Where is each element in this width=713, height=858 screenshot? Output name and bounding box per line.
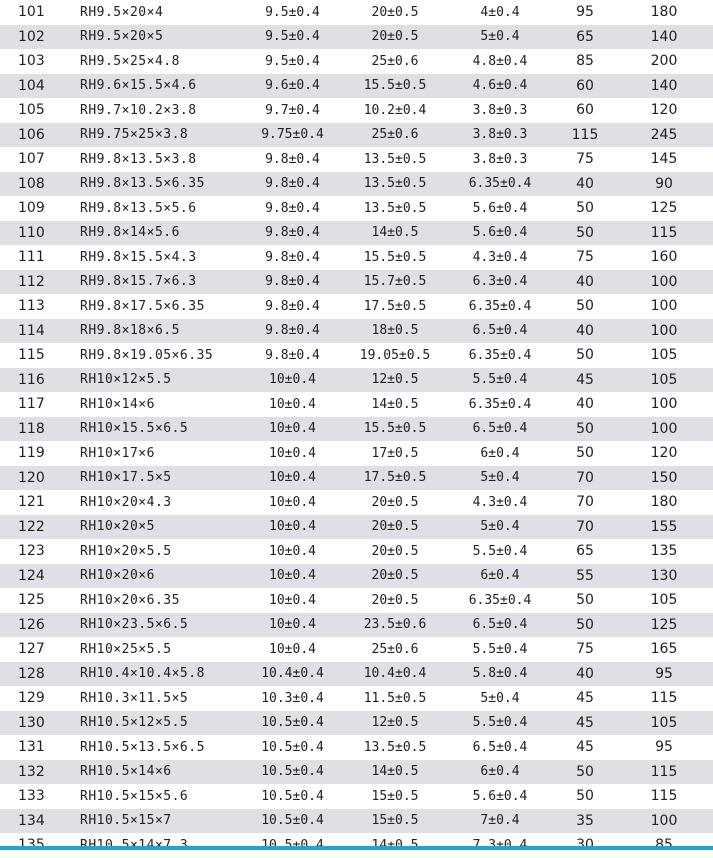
dimension-d-cell: 9.5±0.4: [265, 53, 320, 69]
model-code-cell: RH10.4×10.4×5.8: [80, 666, 205, 682]
value-2-cell: 100: [650, 812, 678, 829]
row-number-cell: 107: [18, 151, 45, 168]
row-number-cell: 126: [18, 616, 45, 633]
dimension-D-cell: 17.5±0.5: [363, 298, 427, 314]
dimension-h-cell: 6.5±0.4: [472, 421, 528, 437]
table-row: [0, 809, 713, 834]
table-row: [0, 0, 713, 25]
model-code-cell: RH9.8×17.5×6.35: [80, 298, 205, 314]
dimension-d-cell: 10±0.4: [269, 396, 316, 412]
value-1-cell: 50: [576, 298, 594, 315]
model-code-cell: RH10.5×12×5.5: [80, 715, 189, 731]
dimension-d-cell: 9.7±0.4: [265, 102, 320, 118]
model-code-cell: RH10×15.5×6.5: [80, 421, 189, 437]
table-row: [0, 760, 713, 785]
dimension-h-cell: 3.8±0.3: [472, 127, 528, 143]
value-1-cell: 70: [576, 494, 594, 511]
value-1-cell: 50: [576, 347, 594, 364]
value-2-cell: 95: [655, 665, 673, 682]
table-row: [0, 172, 713, 197]
dimension-D-cell: 15.7±0.5: [363, 274, 427, 290]
table-row: [0, 417, 713, 442]
value-1-cell: 65: [576, 28, 594, 45]
value-2-cell: 100: [650, 298, 678, 315]
model-code-cell: RH10×20×6.35: [80, 592, 180, 608]
dimension-h-cell: 3.8±0.3: [472, 151, 528, 167]
value-1-cell: 50: [576, 763, 594, 780]
value-2-cell: 100: [650, 273, 678, 290]
dimension-d-cell: 9.8±0.4: [265, 323, 320, 339]
value-1-cell: 50: [576, 592, 594, 609]
row-number-cell: 103: [18, 53, 45, 70]
value-1-cell: 50: [576, 200, 594, 217]
value-2-cell: 160: [650, 249, 678, 266]
row-number-cell: 127: [18, 641, 45, 658]
value-1-cell: 55: [576, 567, 594, 584]
value-1-cell: 60: [576, 102, 594, 119]
table-row: [0, 564, 713, 589]
dimension-d-cell: 10±0.4: [269, 421, 316, 437]
value-2-cell: 125: [650, 616, 678, 633]
value-2-cell: 165: [650, 641, 678, 658]
dimension-D-cell: 14±0.5: [371, 764, 419, 780]
row-number-cell: 133: [18, 788, 45, 805]
model-code-cell: RH9.5×20×4: [80, 4, 164, 20]
dimension-D-cell: 20±0.5: [371, 592, 419, 608]
dimension-h-cell: 5±0.4: [480, 470, 520, 486]
dimension-h-cell: 4.8±0.4: [472, 53, 528, 69]
row-number-cell: 131: [18, 739, 45, 756]
table-row: [0, 711, 713, 736]
value-2-cell: 120: [650, 445, 678, 462]
dimension-d-cell: 9.8±0.4: [265, 225, 320, 241]
value-1-cell: 75: [576, 249, 594, 266]
row-number-cell: 102: [18, 28, 45, 45]
value-2-cell: 140: [650, 28, 678, 45]
value-1-cell: 40: [576, 396, 594, 413]
table-row: [0, 539, 713, 564]
row-number-cell: 122: [18, 518, 45, 535]
table-row: [0, 784, 713, 809]
dimension-D-cell: 20±0.5: [371, 519, 419, 535]
model-code-cell: RH9.8×19.05×6.35: [80, 347, 214, 363]
value-1-cell: 70: [576, 469, 594, 486]
dimension-d-cell: 10±0.4: [269, 470, 316, 486]
row-number-cell: 117: [18, 396, 45, 413]
dimension-d-cell: 10.5±0.4: [261, 813, 324, 829]
value-1-cell: 40: [576, 175, 594, 192]
dimension-D-cell: 25±0.6: [371, 641, 419, 657]
model-code-cell: RH10×25×5.5: [80, 641, 172, 657]
dimension-h-cell: 6.3±0.4: [472, 274, 528, 290]
value-2-cell: 115: [650, 788, 678, 805]
dimension-h-cell: 6±0.4: [480, 445, 520, 461]
dimension-h-cell: 6.35±0.4: [468, 396, 532, 412]
model-code-cell: RH10.3×11.5×5: [80, 690, 189, 706]
row-number-cell: 105: [18, 102, 45, 119]
value-1-cell: 50: [576, 224, 594, 241]
row-number-cell: 112: [18, 273, 45, 290]
dimension-D-cell: 13.5±0.5: [363, 176, 427, 192]
dimension-D-cell: 20±0.5: [371, 543, 419, 559]
dimension-d-cell: 9.8±0.4: [265, 176, 320, 192]
dimension-d-cell: 10.4±0.4: [261, 666, 324, 682]
dimension-h-cell: 5.5±0.4: [472, 543, 528, 559]
row-number-cell: 128: [18, 665, 45, 682]
table-row: [0, 588, 713, 613]
row-number-cell: 124: [18, 567, 45, 584]
row-number-cell: 130: [18, 714, 45, 731]
model-code-cell: RH9.8×13.5×5.6: [80, 200, 197, 216]
row-number-cell: 109: [18, 200, 45, 217]
model-code-cell: RH10.5×13.5×6.5: [80, 739, 205, 755]
dimension-h-cell: 6.5±0.4: [472, 739, 528, 755]
value-2-cell: 105: [650, 714, 678, 731]
model-code-cell: RH9.75×25×3.8: [80, 127, 189, 143]
row-number-cell: 118: [18, 420, 45, 437]
table-row: [0, 196, 713, 221]
dimension-D-cell: 17.5±0.5: [363, 470, 427, 486]
dimension-d-cell: 9.6±0.4: [265, 78, 320, 94]
row-number-cell: 116: [18, 371, 45, 388]
row-number-cell: 120: [18, 469, 45, 486]
value-2-cell: 135: [650, 543, 678, 560]
table-row: [0, 98, 713, 123]
dimension-h-cell: 6.5±0.4: [472, 617, 528, 633]
value-2-cell: 130: [650, 567, 678, 584]
dimension-D-cell: 13.5±0.5: [363, 151, 427, 167]
table-row: [0, 613, 713, 638]
dimension-D-cell: 20±0.5: [371, 568, 419, 584]
dimension-d-cell: 10±0.4: [269, 641, 316, 657]
row-number-cell: 115: [18, 347, 45, 364]
dimension-h-cell: 6±0.4: [480, 568, 520, 584]
table-row: [0, 368, 713, 393]
dimension-D-cell: 15.5±0.5: [363, 421, 427, 437]
row-number-cell: 129: [18, 690, 45, 707]
dimension-d-cell: 10±0.4: [269, 372, 316, 388]
value-1-cell: 70: [576, 518, 594, 535]
row-number-cell: 106: [18, 126, 45, 143]
model-code-cell: RH10.5×15×7: [80, 813, 172, 829]
model-code-cell: RH10×17×6: [80, 445, 155, 461]
value-1-cell: 60: [576, 77, 594, 94]
row-number-cell: 132: [18, 763, 45, 780]
dimension-D-cell: 20±0.5: [371, 4, 419, 20]
dimension-d-cell: 10.3±0.4: [261, 690, 324, 706]
value-1-cell: 50: [576, 445, 594, 462]
dimension-D-cell: 12±0.5: [371, 715, 419, 731]
value-2-cell: 100: [650, 322, 678, 339]
dimension-D-cell: 25±0.6: [371, 53, 419, 69]
table-row: [0, 466, 713, 491]
value-1-cell: 40: [576, 273, 594, 290]
dimension-d-cell: 9.5±0.4: [265, 29, 320, 45]
dimension-D-cell: 15±0.5: [371, 788, 419, 804]
dimension-d-cell: 9.8±0.4: [265, 200, 320, 216]
dimension-D-cell: 18±0.5: [371, 323, 419, 339]
model-code-cell: RH10.5×14×6: [80, 764, 172, 780]
dimension-h-cell: 4.3±0.4: [472, 494, 528, 510]
dimension-h-cell: 5±0.4: [480, 690, 520, 706]
dimension-d-cell: 10.5±0.4: [261, 788, 324, 804]
dimension-h-cell: 5.5±0.4: [472, 715, 528, 731]
dimension-D-cell: 23.5±0.6: [363, 617, 427, 633]
dimension-d-cell: 10±0.4: [269, 592, 316, 608]
value-2-cell: 180: [650, 4, 678, 21]
model-code-cell: RH9.8×15.5×4.3: [80, 249, 197, 265]
dimension-d-cell: 9.8±0.4: [265, 298, 320, 314]
value-1-cell: 50: [576, 616, 594, 633]
dimension-d-cell: 9.8±0.4: [265, 249, 320, 265]
dimension-d-cell: 9.5±0.4: [265, 4, 320, 20]
value-1-cell: 50: [576, 788, 594, 805]
value-1-cell: 35: [576, 812, 594, 829]
row-number-cell: 104: [18, 77, 45, 94]
dimension-h-cell: 5±0.4: [480, 29, 520, 45]
value-1-cell: 75: [576, 641, 594, 658]
model-code-cell: RH9.8×13.5×6.35: [80, 176, 205, 192]
dimension-D-cell: 12±0.5: [371, 372, 419, 388]
dimension-h-cell: 4.6±0.4: [472, 78, 528, 94]
table-row: [0, 441, 713, 466]
dimension-D-cell: 10.2±0.4: [363, 102, 427, 118]
model-code-cell: RH10.5×15×5.6: [80, 788, 189, 804]
value-2-cell: 180: [650, 494, 678, 511]
table-row: [0, 123, 713, 148]
value-2-cell: 100: [650, 420, 678, 437]
value-1-cell: 40: [576, 665, 594, 682]
row-number-cell: 123: [18, 543, 45, 560]
dimension-h-cell: 5.6±0.4: [472, 200, 528, 216]
table-row: [0, 221, 713, 246]
table-row: [0, 25, 713, 50]
dimension-D-cell: 11.5±0.5: [363, 690, 427, 706]
dimension-d-cell: 9.8±0.4: [265, 151, 320, 167]
value-1-cell: 65: [576, 543, 594, 560]
row-number-cell: 108: [18, 175, 45, 192]
dimension-D-cell: 15.5±0.5: [363, 249, 427, 265]
dimension-d-cell: 10±0.4: [269, 494, 316, 510]
table-row: [0, 270, 713, 295]
dimension-D-cell: 19.05±0.5: [359, 347, 431, 363]
bottom-accent-line: [0, 846, 713, 850]
dimension-d-cell: 10.5±0.4: [261, 715, 324, 731]
model-code-cell: RH10×20×4.3: [80, 494, 172, 510]
model-code-cell: RH10×20×6: [80, 568, 155, 584]
model-code-cell: RH9.8×13.5×3.8: [80, 151, 197, 167]
value-1-cell: 40: [576, 322, 594, 339]
dimension-D-cell: 15.5±0.5: [363, 78, 427, 94]
model-code-cell: RH9.7×10.2×3.8: [80, 102, 197, 118]
dimension-D-cell: 13.5±0.5: [363, 739, 427, 755]
dimension-D-cell: 13.5±0.5: [363, 200, 427, 216]
table-row: [0, 686, 713, 711]
dimension-h-cell: 7±0.4: [480, 813, 520, 829]
dimension-d-cell: 10±0.4: [269, 519, 316, 535]
value-2-cell: 125: [650, 200, 678, 217]
dimension-d-cell: 10±0.4: [269, 568, 316, 584]
dimension-h-cell: 4.3±0.4: [472, 249, 528, 265]
value-1-cell: 50: [576, 420, 594, 437]
value-2-cell: 105: [650, 371, 678, 388]
value-2-cell: 145: [650, 151, 678, 168]
table-row: [0, 319, 713, 344]
dimension-D-cell: 14±0.5: [371, 225, 419, 241]
dimension-d-cell: 9.8±0.4: [265, 347, 320, 363]
table-row: [0, 515, 713, 540]
value-1-cell: 45: [576, 739, 594, 756]
value-2-cell: 105: [650, 347, 678, 364]
dimension-h-cell: 6.5±0.4: [472, 323, 528, 339]
dimension-D-cell: 20±0.5: [371, 494, 419, 510]
model-code-cell: RH9.8×15.7×6.3: [80, 274, 197, 290]
table-row: [0, 147, 713, 172]
model-code-cell: RH9.8×14×5.6: [80, 225, 180, 241]
dimension-D-cell: 20±0.5: [371, 29, 419, 45]
value-1-cell: 115: [571, 126, 599, 143]
dimension-d-cell: 9.8±0.4: [265, 274, 320, 290]
model-code-cell: RH10×20×5.5: [80, 543, 172, 559]
dimension-h-cell: 6.35±0.4: [468, 298, 532, 314]
value-1-cell: 85: [576, 53, 594, 70]
value-2-cell: 155: [650, 518, 678, 535]
model-code-cell: RH9.5×20×5: [80, 29, 164, 45]
row-number-cell: 134: [18, 812, 45, 829]
row-number-cell: 101: [18, 4, 45, 21]
dimension-h-cell: 3.8±0.3: [472, 102, 528, 118]
row-number-cell: 110: [18, 224, 45, 241]
value-2-cell: 115: [650, 763, 678, 780]
model-code-cell: RH9.8×18×6.5: [80, 323, 180, 339]
value-1-cell: 75: [576, 151, 594, 168]
table-row: [0, 49, 713, 74]
value-2-cell: 115: [650, 224, 678, 241]
dimension-h-cell: 6.35±0.4: [468, 347, 532, 363]
row-number-cell: 125: [18, 592, 45, 609]
value-2-cell: 105: [650, 592, 678, 609]
row-number-cell: 114: [18, 322, 45, 339]
model-code-cell: RH10×14×6: [80, 396, 155, 412]
dimension-d-cell: 10.5±0.4: [261, 739, 324, 755]
row-number-cell: 119: [18, 445, 45, 462]
value-2-cell: 115: [650, 690, 678, 707]
value-2-cell: 90: [655, 175, 673, 192]
dimension-d-cell: 10±0.4: [269, 617, 316, 633]
value-2-cell: 150: [650, 469, 678, 486]
dimension-h-cell: 5.5±0.4: [472, 641, 528, 657]
model-code-cell: RH10×12×5.5: [80, 372, 172, 388]
table-row: [0, 637, 713, 662]
dimension-d-cell: 10±0.4: [269, 445, 316, 461]
value-2-cell: 100: [650, 396, 678, 413]
dimension-d-cell: 9.75±0.4: [261, 127, 324, 143]
dimension-h-cell: 6±0.4: [480, 764, 520, 780]
value-1-cell: 45: [576, 714, 594, 731]
row-number-cell: 113: [18, 298, 45, 315]
dimension-D-cell: 14±0.5: [371, 396, 419, 412]
table-row: [0, 294, 713, 319]
dimension-d-cell: 10±0.4: [269, 543, 316, 559]
value-1-cell: 45: [576, 690, 594, 707]
table-row: [0, 490, 713, 515]
dimension-h-cell: 5±0.4: [480, 519, 520, 535]
table-row: [0, 392, 713, 417]
dimension-D-cell: 25±0.6: [371, 127, 419, 143]
model-code-cell: RH10×20×5: [80, 519, 155, 535]
dimension-h-cell: 6.35±0.4: [468, 592, 532, 608]
value-2-cell: 200: [650, 53, 678, 70]
table-row: [0, 343, 713, 368]
dimension-h-cell: 5.6±0.4: [472, 225, 528, 241]
value-2-cell: 140: [650, 77, 678, 94]
model-code-cell: RH10×23.5×6.5: [80, 617, 189, 633]
value-1-cell: 95: [576, 4, 594, 21]
table-row: [0, 245, 713, 270]
table-row: [0, 735, 713, 760]
dimension-d-cell: 10.5±0.4: [261, 764, 324, 780]
model-code-cell: RH9.5×25×4.8: [80, 53, 180, 69]
value-2-cell: 95: [655, 739, 673, 756]
dimension-h-cell: 5.5±0.4: [472, 372, 528, 388]
value-2-cell: 245: [650, 126, 678, 143]
dimension-h-cell: 5.8±0.4: [472, 666, 528, 682]
dimension-h-cell: 6.35±0.4: [468, 176, 532, 192]
table-row: [0, 74, 713, 99]
row-number-cell: 111: [18, 249, 45, 266]
dimension-h-cell: 4±0.4: [480, 4, 520, 20]
dimension-D-cell: 15±0.5: [371, 813, 419, 829]
table-row: [0, 662, 713, 687]
model-code-cell: RH10×17.5×5: [80, 470, 172, 486]
dimension-D-cell: 10.4±0.4: [363, 666, 427, 682]
row-number-cell: 121: [18, 494, 45, 511]
model-code-cell: RH9.6×15.5×4.6: [80, 78, 197, 94]
dimension-h-cell: 5.6±0.4: [472, 788, 528, 804]
value-1-cell: 45: [576, 371, 594, 388]
dimension-D-cell: 17±0.5: [371, 445, 419, 461]
value-2-cell: 120: [650, 102, 678, 119]
